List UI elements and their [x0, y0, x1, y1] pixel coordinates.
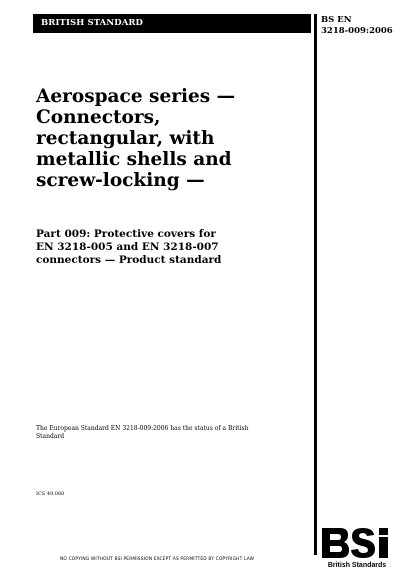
document-code: [321, 15, 393, 37]
document-subtitle: [36, 228, 308, 267]
document-code-line-2: 3218-009:2006: [321, 26, 393, 36]
subtitle-line: EN 3218-005 and EN 3218-007: [36, 241, 219, 253]
title-line: rectangular, with: [36, 128, 215, 149]
standard-type-label: BRITISH STANDARD: [41, 18, 144, 28]
title-line: Connectors,: [36, 107, 161, 128]
subtitle-line: Part 009: Protective covers for: [36, 228, 216, 240]
document-code-line-1: BS EN: [321, 15, 352, 25]
status-note-line: The European Standard EN 3218-009:2006 has the status of a British: [36, 425, 249, 432]
standard-type-banner: [33, 14, 311, 33]
title-line: metallic shells and: [36, 149, 232, 170]
title-line: Aerospace series —: [36, 86, 236, 107]
bsi-logo-icon: [318, 524, 396, 574]
subtitle-line: connectors — Product standard: [36, 254, 222, 266]
vertical-rule: [314, 14, 317, 555]
status-note-line: Standard: [36, 433, 65, 440]
status-note: [36, 425, 296, 441]
ics-code: ICS 49.060: [36, 491, 65, 497]
copyright-notice: NO COPYING WITHOUT BSI PERMISSION EXCEPT AS PERMITTED BY COPYRIGHT LAW: [60, 557, 255, 562]
title-line: screw-locking —: [36, 170, 205, 191]
bsi-logo-caption: British Standards: [327, 562, 387, 569]
document-title: [36, 86, 308, 191]
bsi-logo-mark: [318, 524, 396, 562]
